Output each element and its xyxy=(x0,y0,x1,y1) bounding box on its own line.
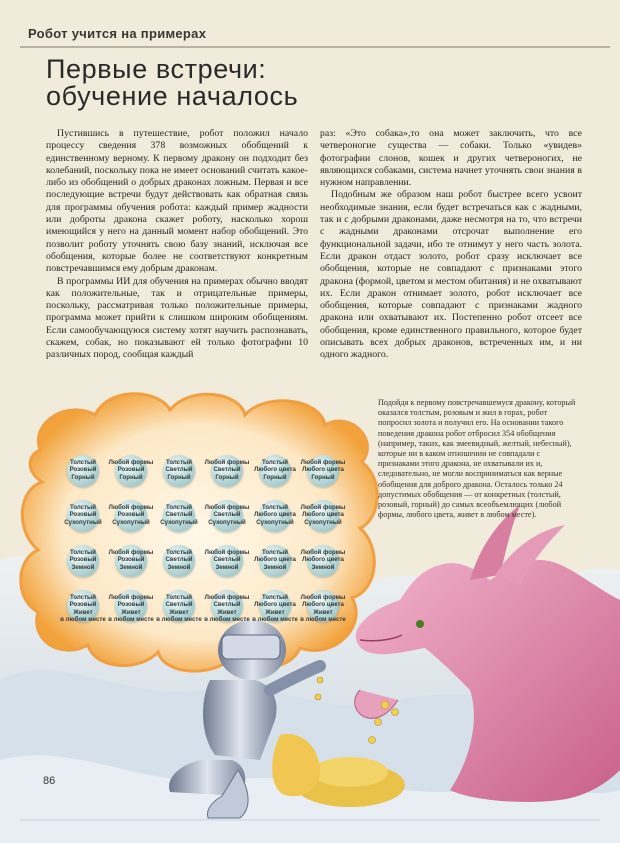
paragraph: раз: «Это собака»,то она может заключить, что все четвероногие существа — собаки. Только «увидев» фотографии слонов, кошек и других четвероногих, не являющихся собаками, система начнет уточнять свои знания в нужном направлении. xyxy=(320,128,582,189)
section-header-label: Робот учится на примерах xyxy=(28,26,207,41)
generalization-cell xyxy=(298,455,348,495)
generalization-cell xyxy=(58,455,108,495)
page-title xyxy=(46,56,346,110)
generalization-cell xyxy=(106,590,156,630)
page-title-line-2: обучение началось xyxy=(46,81,299,111)
generalization-label: Любой формы Любого цвета Живет в любом месте xyxy=(300,594,346,624)
generalization-cell xyxy=(202,500,252,540)
generalization-cell xyxy=(154,455,204,495)
generalization-label: Любой формы Розовый Земной xyxy=(108,549,154,571)
generalization-cell xyxy=(58,545,108,585)
generalizations-grid xyxy=(58,455,354,627)
illustration-caption: Подойдя к первому повстречавшемуся дракону, который оказался толстым, розовым и жил в горах, робот попросил золота и получил его. На основании такого поведения дракона робот отбросил 354 обобщения (например, таких, как змеевидный, желтый, небесный), которые ни в каком отношении не совпадали с признаками этого дракона, не охватывали их и, следовательно, не могли восприниматься как верные обобщения для доброго дракона. Осталось только 24 допустимых обобщения — от конкретных (толстый, розовый, горный) до самых всеобъемлющих (любой формы, любого цвета, живет в любом месте). xyxy=(378,398,576,520)
generalization-cell xyxy=(250,545,300,585)
paragraph: Пустившись в путешествие, робот положил начало процессу сведения 378 возможных обобщений к единственному верному. К первому дракону он подходит без колебаний, поскольку пока не имеет оснований считать какое-либо из обобщений о добрых драконах ложным. Первая и все последующие встречи будут действовать как обратная связь для программы обучения робота: каждый пример жадности или доброты дракона скажет роботу, насколько хорош имеющийся у него на данный момент набор обобщений. Это позволит роботу уточнять свою базу знаний, исключая все обобщения, которые более не соответствуют конкретным повстречавшимся ему добрым драконам. xyxy=(46,128,308,275)
generalization-label: Любой формы Светлый Горный xyxy=(204,459,250,481)
generalization-label: Толстый Розовый Горный xyxy=(69,459,97,481)
generalization-label: Любой формы Розовый Живет в любом месте xyxy=(108,594,154,624)
generalization-cell xyxy=(58,590,108,630)
generalization-label: Любой формы Светлый Земной xyxy=(204,549,250,571)
generalization-cell xyxy=(298,590,348,630)
generalization-cell xyxy=(202,590,252,630)
paragraph: Подобным же образом наш робот быстрее всего усвоит необходимые знания, если будет встречаться как с жадными, так и с добрыми драконами, даже несмотря на то, что встречи с жадными драконами отсрочат выполнение его функциональной задачи, ибо те отнимут у него часть золота. Если дракон отдаст золото, робот сразу исключает все обобщения, которые не совпадают с признаками этого дракона (формой, цветом и местом обитания) и не охватывают их. Если дракон отнимает золото, робот исключает все обобщения, которые совпадают с признаками жадного дракона или охватывают их. Постепенно робот отсеет все обобщения, кроме единственного правильного, которое будет описывать всех добрых драконов, встреченных им, и ни одного жадного. xyxy=(320,189,582,361)
generalization-label: Толстый Розовый Живет в любом месте xyxy=(60,594,106,624)
generalization-cell xyxy=(154,590,204,630)
generalization-label: Любой формы Светлый Живет в любом месте xyxy=(204,594,250,624)
page-number: 86 xyxy=(43,775,56,787)
generalization-cell xyxy=(58,500,108,540)
generalization-cell xyxy=(298,545,348,585)
generalization-label: Толстый Розовый Земной xyxy=(69,549,97,571)
generalization-label: Любой формы Любого цвета Сухопутный xyxy=(300,504,346,526)
generalization-cell xyxy=(106,545,156,585)
generalization-label: Толстый Любого цвета Земной xyxy=(254,549,296,571)
generalization-cell xyxy=(154,545,204,585)
generalization-cell xyxy=(202,545,252,585)
generalization-label: Любой формы Любого цвета Горный xyxy=(300,459,346,481)
generalization-cell xyxy=(250,590,300,630)
left-column xyxy=(46,128,308,362)
right-column xyxy=(320,128,582,362)
generalization-cell xyxy=(250,500,300,540)
generalization-label: Толстый Светлый Земной xyxy=(165,549,193,571)
generalization-cell xyxy=(298,500,348,540)
generalization-cell xyxy=(154,500,204,540)
generalization-label: Любой формы Любого цвета Земной xyxy=(300,549,346,571)
generalization-label: Толстый Любого цвета Живет в любом месте xyxy=(252,594,298,624)
generalization-cell xyxy=(202,455,252,495)
generalization-cell xyxy=(250,455,300,495)
generalization-label: Толстый Светлый Живет в любом месте xyxy=(156,594,202,624)
generalization-label: Толстый Любого цвета Горный xyxy=(254,459,296,481)
generalization-label: Любой формы Розовый Сухопутный xyxy=(108,504,154,526)
paragraph: В программы ИИ для обучения на примерах обычно вводят как положительные, так и отрицательные примеры, поскольку, рассматривая только положительные примеры, программа может прийти к слишком широким обобщениям. Если самообучающуюся систему хотят научить распознавать, скажем, собак, но показывают ей только фотографии 10 различных пород, сообщая каждый xyxy=(46,275,308,361)
generalization-label: Любой формы Светлый Сухопутный xyxy=(204,504,250,526)
generalization-label: Толстый Светлый Горный xyxy=(165,459,193,481)
generalization-label: Любой формы Розовый Горный xyxy=(108,459,154,481)
generalization-label: Толстый Любого цвета Сухопутный xyxy=(254,504,296,526)
generalization-cell xyxy=(106,455,156,495)
generalization-label: Толстый Светлый Сухопутный xyxy=(160,504,198,526)
generalization-label: Толстый Розовый Сухопутный xyxy=(64,504,102,526)
page-title-line-1: Первые встречи: xyxy=(46,54,267,84)
generalization-cell xyxy=(106,500,156,540)
